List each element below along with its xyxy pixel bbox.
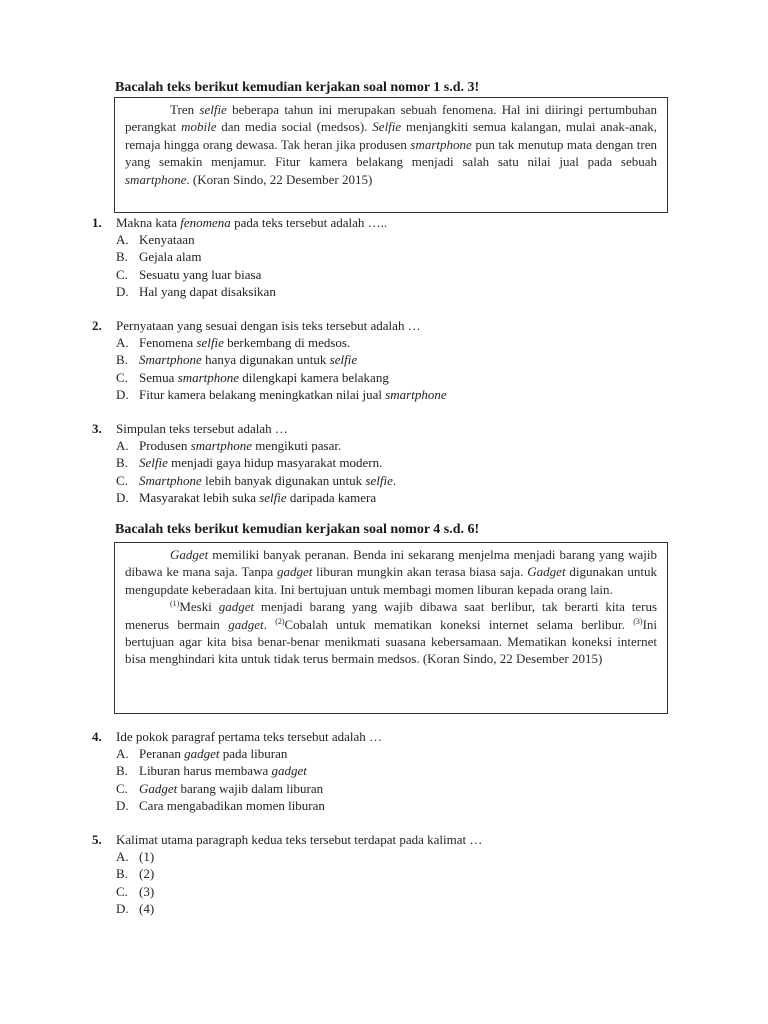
answer-option-d[interactable] <box>92 900 692 917</box>
option-text: Gadget barang wajib dalam liburan <box>139 780 324 796</box>
answer-option-b[interactable] <box>92 762 692 779</box>
option-letter: C. <box>116 472 128 488</box>
option-text: Smartphone hanya digunakan untuk selfie <box>139 352 358 368</box>
answer-option-c[interactable] <box>92 472 692 489</box>
option-letter: B. <box>116 455 128 471</box>
answer-option-c[interactable] <box>92 780 692 797</box>
answer-option-c[interactable] <box>92 369 692 386</box>
section1-heading: Bacalah teks berikut kemudian kerjakan soal nomor 1 s.d. 3! <box>115 80 480 95</box>
option-letter: D. <box>116 489 129 505</box>
option-letter: B. <box>116 763 128 779</box>
section2-heading: Bacalah teks berikut kemudian kerjakan soal nomor 4 s.d. 6! <box>115 522 480 537</box>
answer-option-d[interactable] <box>92 489 692 506</box>
option-letter: A. <box>116 849 129 865</box>
option-letter: B. <box>116 352 128 368</box>
question-4 <box>92 728 692 814</box>
option-text: Fenomena selfie berkembang di medsos. <box>139 335 351 351</box>
option-text: Produsen smartphone mengikuti pasar. <box>139 438 342 454</box>
option-text: (4) <box>139 900 155 916</box>
option-text: (1) <box>139 849 155 865</box>
answer-option-a[interactable] <box>92 231 692 248</box>
option-letter: D. <box>116 797 129 813</box>
question-number: 2. <box>92 318 102 333</box>
option-letter: D. <box>116 900 129 916</box>
question-text <box>92 831 692 848</box>
option-text: Masyarakat lebih suka selfie daripada kamera <box>139 489 377 505</box>
option-letter: A. <box>116 335 129 351</box>
option-text: Fitur kamera belakang meningkatkan nilai jual smartphone <box>139 386 447 402</box>
option-text: Selfie menjadi gaya hidup masyarakat modern. <box>139 455 383 471</box>
question-number: 5. <box>92 832 102 847</box>
question-number: 4. <box>92 729 102 744</box>
option-letter: D. <box>116 283 129 299</box>
question-stem: Kalimat utama paragraph kedua teks tersebut terdapat pada kalimat … <box>116 832 483 847</box>
question-number: 1. <box>92 215 102 230</box>
option-text: Gejala alam <box>139 249 202 265</box>
answer-option-c[interactable] <box>92 883 692 900</box>
option-text: Semua smartphone dilengkapi kamera belakang <box>139 369 389 385</box>
passage-box-1 <box>114 97 668 213</box>
option-text: Sesuatu yang luar biasa <box>139 266 262 282</box>
question-text <box>92 728 692 745</box>
option-letter: C. <box>116 369 128 385</box>
question-2 <box>92 317 692 403</box>
question-number: 3. <box>92 421 102 436</box>
option-text: Kenyataan <box>139 232 195 248</box>
answer-option-d[interactable] <box>92 386 692 403</box>
question-stem: Makna kata fenomena pada teks tersebut adalah ….. <box>116 215 388 230</box>
option-letter: A. <box>116 232 129 248</box>
question-1 <box>92 214 692 300</box>
option-letter: D. <box>116 386 129 402</box>
question-stem: Pernyataan yang sesuai dengan isis teks tersebut adalah … <box>116 318 421 333</box>
option-text: (3) <box>139 883 155 899</box>
passage-2-paragraph-1: Gadget memiliki banyak peranan. Benda ini sekarang menjelma menjadi barang yang wajib dibawa ke mana saja. Tanpa gadget liburan mungkin akan terasa biasa saja. Gadget digunakan untuk mengupdate keberadaan kita. Ini bertujuan untuk membagi momen liburan kepada orang lain. <box>125 547 658 597</box>
question-text <box>92 420 692 437</box>
answer-option-d[interactable] <box>92 797 692 814</box>
question-text <box>92 317 692 334</box>
answer-option-c[interactable] <box>92 266 692 283</box>
option-text: Cara mengabadikan momen liburan <box>139 797 325 813</box>
option-text: Smartphone lebih banyak digunakan untuk selfie. <box>139 472 397 488</box>
answer-option-d[interactable] <box>92 283 692 300</box>
option-letter: C. <box>116 780 128 796</box>
option-text: Liburan harus membawa gadget <box>139 763 307 779</box>
option-letter: B. <box>116 866 128 882</box>
option-letter: C. <box>116 883 128 899</box>
answer-option-a[interactable] <box>92 334 692 351</box>
question-stem: Simpulan teks tersebut adalah … <box>116 421 288 436</box>
option-letter: B. <box>116 249 128 265</box>
answer-option-b[interactable] <box>92 865 692 882</box>
question-5 <box>92 831 692 917</box>
answer-option-b[interactable] <box>92 351 692 368</box>
passage-box-2 <box>114 542 668 714</box>
passage-2-paragraph-2: $^{(1)}$Meski gadget menjadi barang yang wajib dibawa saat berlibur, tak berarti kita terus menerus bermain gadget. $^{(2)}$Cobalah untuk mematikan koneksi internet selama berlibur. $^{(3)}$Ini bertujuan agar kita bisa benar-benar menikmati suasana kebersamaan. Mematikan koneksi internet bisa menghindari kita untuk tidak terus bermain medsos. (Koran Sindo, 22 Desember 2015) <box>125 599 658 667</box>
option-text: (2) <box>139 866 155 882</box>
question-text <box>92 214 692 231</box>
answer-option-b[interactable] <box>92 248 692 265</box>
option-letter: C. <box>116 266 128 282</box>
option-letter: A. <box>116 438 129 454</box>
question-3 <box>92 420 692 506</box>
answer-option-a[interactable] <box>92 437 692 454</box>
option-letter: A. <box>116 746 129 762</box>
answer-option-a[interactable] <box>92 745 692 762</box>
passage-1-text: Tren selfie beberapa tahun ini merupakan sebuah fenomena. Hal ini diiringi pertumbuhan perangkat mobile dan media social (medsos). Selfie menjangkiti semua kalangan, mulai anak-anak, remaja hingga orang dewasa. Tak heran jika produsen smartphone pun tak menutup mata dengan tren yang semakin menjamur. Fitur kamera belakang menjadi salah satu nilai jual pada sebuah smartphone. (Koran Sindo, 22 Desember 2015) <box>125 102 657 187</box>
option-text: Hal yang dapat disaksikan <box>139 283 276 299</box>
option-text: Peranan gadget pada liburan <box>139 746 288 762</box>
answer-option-b[interactable] <box>92 454 692 471</box>
question-stem: Ide pokok paragraf pertama teks tersebut adalah … <box>116 729 383 744</box>
answer-option-a[interactable] <box>92 848 692 865</box>
